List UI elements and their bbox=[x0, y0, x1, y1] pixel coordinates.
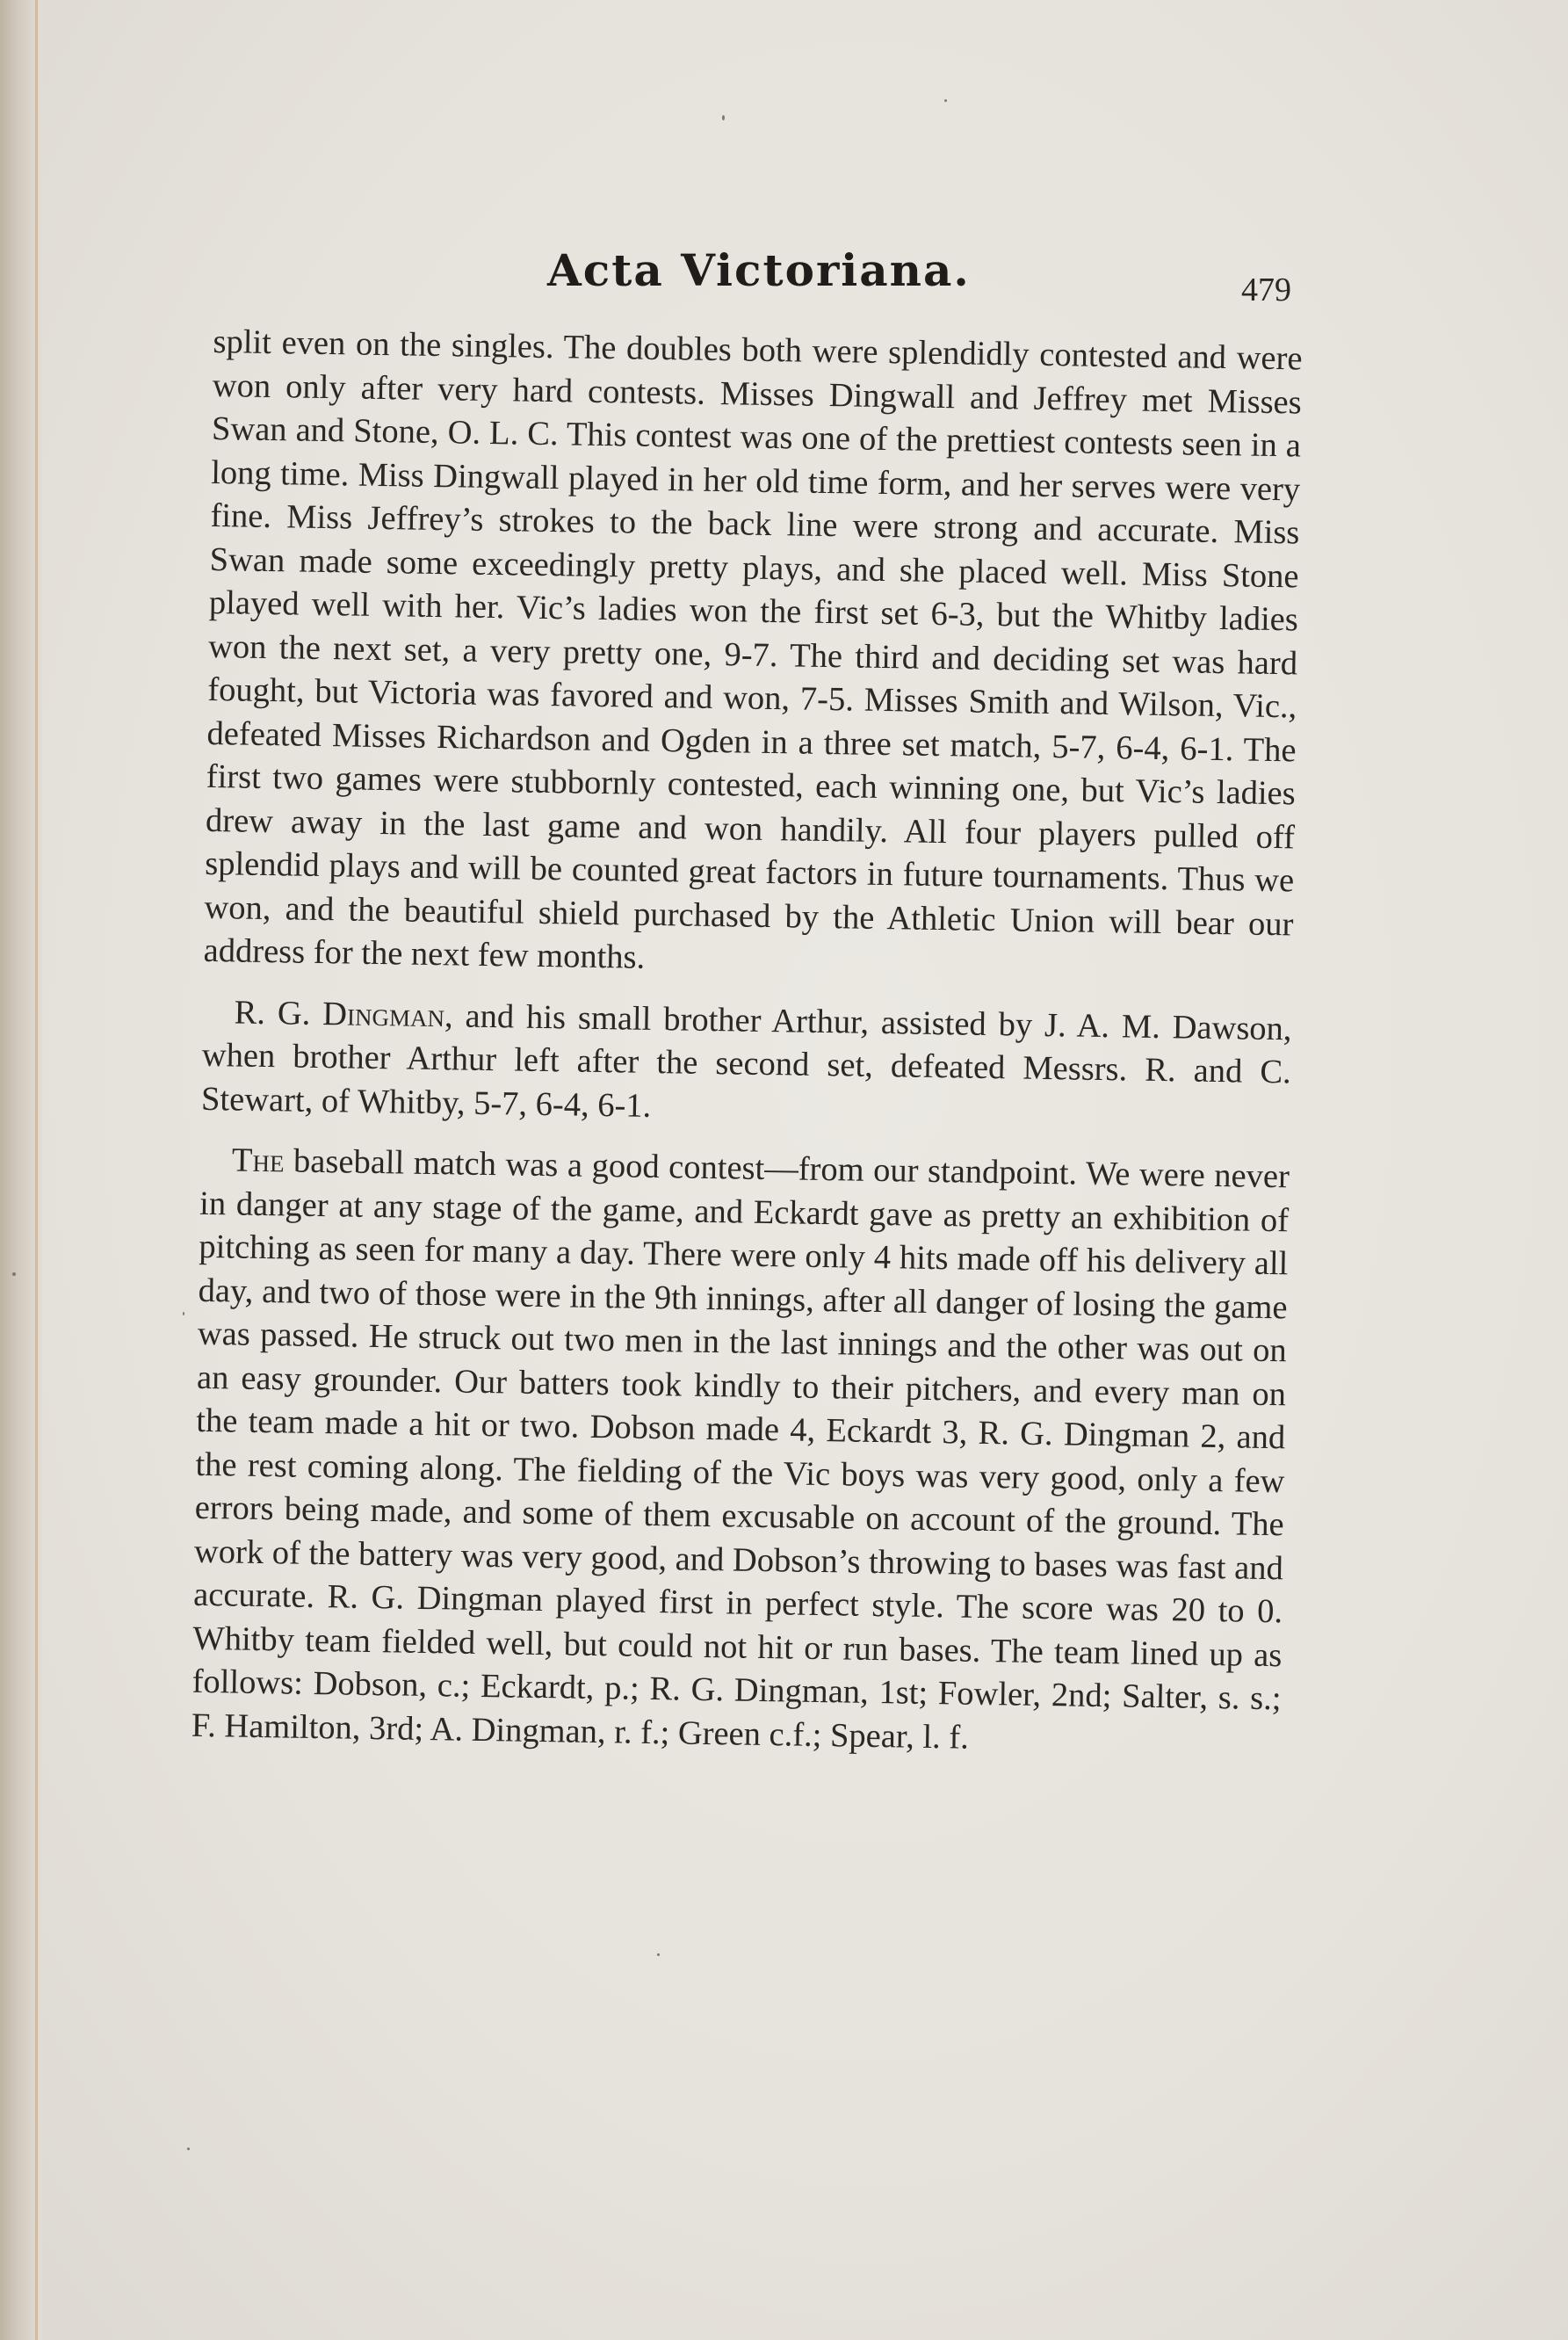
paper-speck bbox=[183, 1312, 184, 1315]
paragraph-text: split even on the singles. The doubles both were splendidly contested and were won only after very hard contests. Misses Dingwall and Jeffrey met Misses Swan and Stone, O. L. C. This contest was one of the prettiest contests seen in a long time. Miss Dingwall played in her old time form, and her serves were very fine. Miss Jeffrey’s strokes to the back line were strong and accurate. Miss Swan made some exceedingly pretty plays, and she placed well. Miss Stone played well with her. Vic’s ladies won the first set 6-3, but the Whitby ladies won the next set, a very pretty one, 9-7. The third and deciding set was hard fought, but Victoria was favored and won, 7-5. Misses Smith and Wilson, Vic., defeated Misses Richardson and Ogden in a three set match, 5-7, 6-4, 6-1. The first two games were stubbornly contested, each winning one, but Vic’s ladies drew away in the last game and won handily. All four players pulled off splendid plays and will be counted great factors in future tournaments. Thus we won, and the beautiful shield purchased by the Athletic Union will bear our address for the next few months. bbox=[203, 322, 1303, 976]
paper-speck bbox=[944, 99, 947, 102]
paper-speck bbox=[12, 1272, 16, 1276]
paragraph-lead: R. G. Dingman bbox=[234, 993, 445, 1034]
paper-speck bbox=[657, 1953, 660, 1956]
running-title: Acta Victoriana. bbox=[547, 244, 971, 296]
paragraph-lead: The bbox=[231, 1141, 285, 1180]
paragraph-baseball-match bbox=[191, 1139, 1290, 1764]
paragraph-tennis-doubles bbox=[203, 321, 1303, 990]
page-number: 479 bbox=[1241, 272, 1291, 308]
page-header bbox=[0, 244, 1568, 315]
gutter-edge bbox=[35, 0, 38, 2340]
body-text bbox=[191, 321, 1302, 1764]
paragraph-text: , and his small brother Arthur, assisted by J. A. M. Dawson, when brother Arthur left after the second set, defeated Messrs. R. and C. Stewart, of Whitby, 5-7, 6-4, 6-1. bbox=[200, 996, 1292, 1125]
paper-speck bbox=[722, 115, 725, 120]
paper-speck bbox=[187, 2148, 190, 2150]
paragraph-dingman-match bbox=[201, 990, 1292, 1138]
paragraph-text: baseball match was a good contest—from our standpoint. We were never in danger at any stage of the game, and Eckardt gave as pretty an exhibition of pitching as seen for many a day. There were only 4 hits made off his delivery all day, and two of those were in the 9th innings, after all danger of losing the game was passed. He struck out two men in the last innings and the other was out on an easy grounder. Our batters took kindly to their pitchers, and every man on the team made a hit or two. Dobson made 4, Eckardt 3, R. G. Dingman 2, and the rest coming along. The fielding of the Vic boys was very good, only a few errors being made, and some of them excusable on account of the ground. The work of the battery was very good, and Dobson’s throwing to bases was fast and accurate. R. G. Dingman played first in perfect style. The score was 20 to 0. Whitby team fielded well, but could not hit or run bases. The team lined up as follows: Dobson, c.; Eckardt, p.; R. G. Dingman, 1st; Fowler, 2nd; Salter, s. s.; F. Hamilton, 3rd; A. Dingman, r. f.; Green c.f.; Spear, l. f. bbox=[191, 1142, 1290, 1757]
